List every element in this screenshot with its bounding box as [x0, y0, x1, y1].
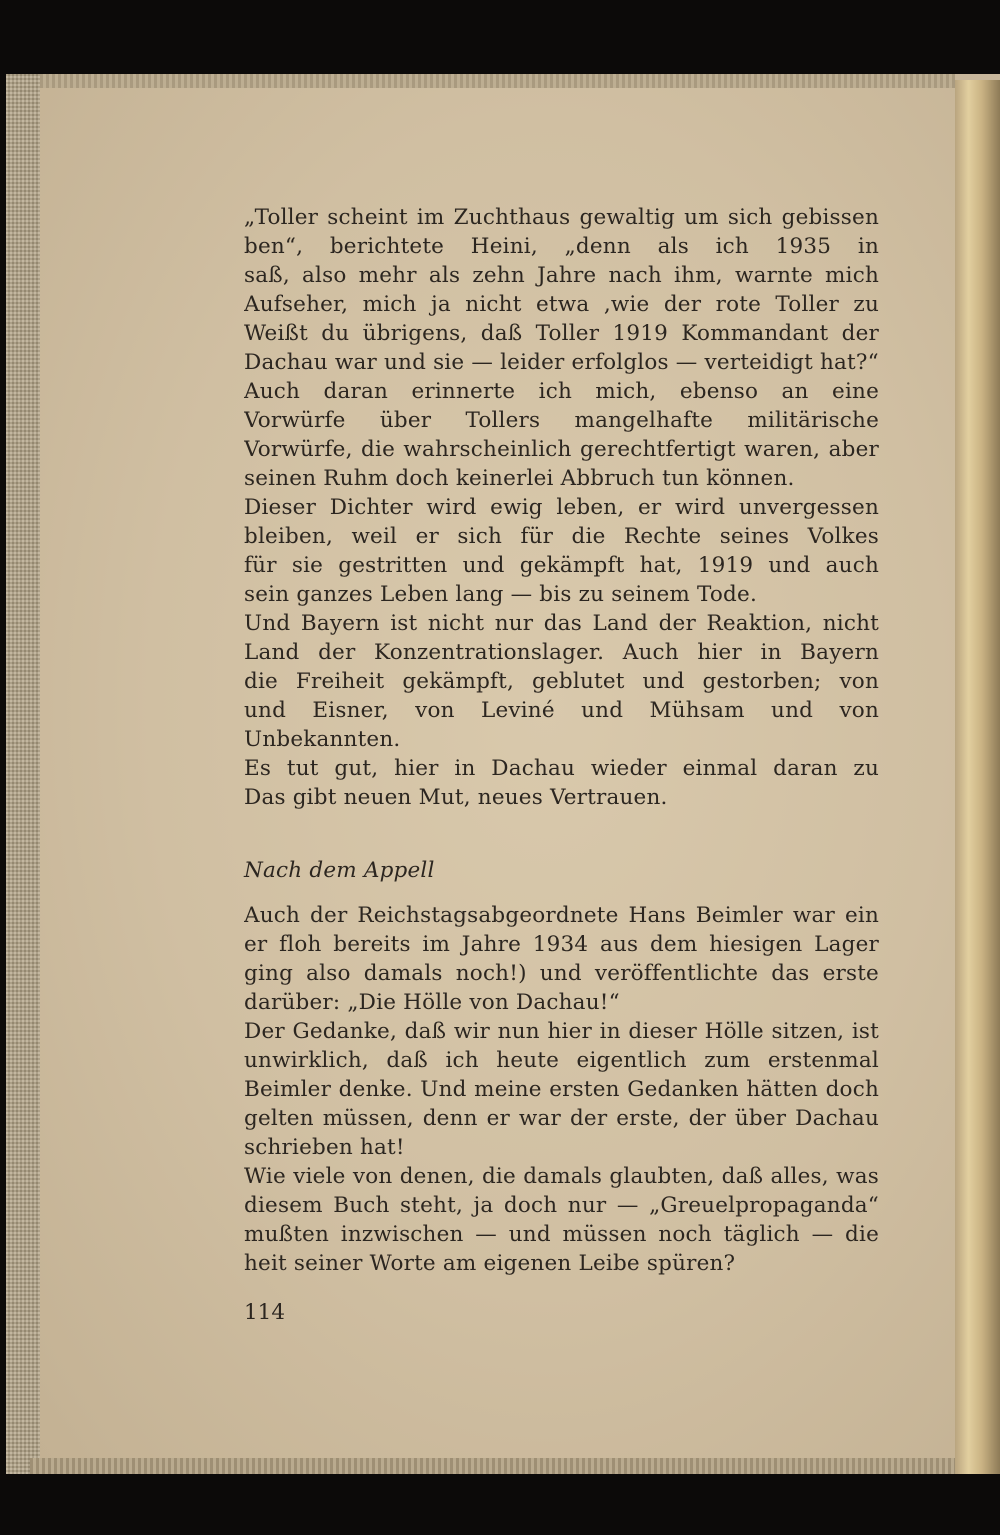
page-number: 114 [244, 1300, 286, 1325]
paragraph-1 [244, 203, 879, 377]
text-line: Wie viele von denen, die damals glaubten, daß alles, was [244, 1164, 879, 1189]
text-line: Es tut gut, hier in Dachau wieder einmal daran zu [244, 756, 879, 781]
text-line: Auch daran erinnerte ich mich, ebenso an eine [244, 379, 879, 404]
text-line: Auch der Reichstagsabgeordnete Hans Beimler war ein [244, 903, 879, 928]
text-line: und Eisner, von Leviné und Mühsam und von [244, 698, 879, 723]
text-line: Aufseher, mich ja nicht etwa ‚wie der rote Toller zu [244, 292, 879, 317]
text-line: Der Gedanke, daß wir nun hier in dieser Hölle sitzen, ist [244, 1019, 879, 1044]
text-line: Das gibt neuen Mut, neues Vertrauen. [244, 785, 668, 810]
text-line: „Toller scheint im Zuchthaus gewaltig um sich gebissen [244, 205, 879, 230]
text-line: ben“, berichtete Heini, „denn als ich 1935 in [244, 234, 879, 259]
text-line: diesem Buch steht, ja doch nur — „Greuelpropaganda“ [244, 1193, 879, 1218]
text-line: ging also damals noch!) und veröffentlichte das erste [244, 961, 879, 986]
text-line: heit seiner Worte am eigenen Leibe spüren? [244, 1251, 736, 1276]
paragraph-2 [244, 377, 879, 493]
text-line: für sie gestritten und gekämpft hat, 1919 und auch [244, 553, 879, 578]
text-line: schrieben hat! [244, 1135, 405, 1160]
text-line: er floh bereits im Jahre 1934 aus dem hiesigen Lager [244, 932, 879, 957]
text-line: saß, also mehr als zehn Jahre nach ihm, warnte mich [244, 263, 879, 288]
text-line: Vorwürfe, die wahrscheinlich gerechtfertigt waren, aber [244, 437, 879, 462]
section-spacer [244, 812, 879, 856]
text-line: Dachau war und sie — leider erfolglos — verteidigt hat?“ [244, 350, 879, 375]
text-line: die Freiheit gekämpft, geblutet und gestorben; von [244, 669, 879, 694]
text-line: mußten inzwischen — und müssen noch täglich — die [244, 1222, 879, 1247]
paragraph-3 [244, 493, 879, 609]
text-line: gelten müssen, denn er war der erste, der über Dachau [244, 1106, 879, 1131]
section-paragraph-3 [244, 1162, 879, 1278]
paragraph-5 [244, 754, 879, 812]
text-line: Weißt du übrigens, daß Toller 1919 Kommandant der [244, 321, 879, 346]
text-line: unwirklich, daß ich heute eigentlich zum erstenmal [244, 1048, 879, 1073]
text-line: Land der Konzentrationslager. Auch hier in Bayern [244, 640, 879, 665]
section-paragraph-2 [244, 1017, 879, 1162]
section-paragraph-1 [244, 901, 879, 1017]
text-line: sein ganzes Leben lang — bis zu seinem Tode. [244, 582, 757, 607]
page-top-edge [40, 74, 955, 88]
page-right-edge [955, 80, 1000, 1474]
text-line: Dieser Dichter wird ewig leben, er wird unvergessen [244, 495, 879, 520]
text-line: Unbekannten. [244, 727, 401, 752]
section-heading: Nach dem Appell [244, 858, 435, 883]
text-line: bleiben, weil er sich für die Rechte seines Volkes [244, 524, 879, 549]
text-line: Und Bayern ist nicht nur das Land der Reaktion, nicht [244, 611, 879, 636]
page-bottom-edge [30, 1458, 960, 1474]
text-line: Vorwürfe über Tollers mangelhafte militärische [244, 408, 879, 433]
paragraph-4 [244, 609, 879, 754]
text-line: darüber: „Die Hölle von Dachau!“ [244, 990, 620, 1015]
text-line: seinen Ruhm doch keinerlei Abbruch tun können. [244, 466, 795, 491]
page-text [244, 203, 879, 1278]
text-line: Beimler denke. Und meine ersten Gedanken hätten doch [244, 1077, 879, 1102]
